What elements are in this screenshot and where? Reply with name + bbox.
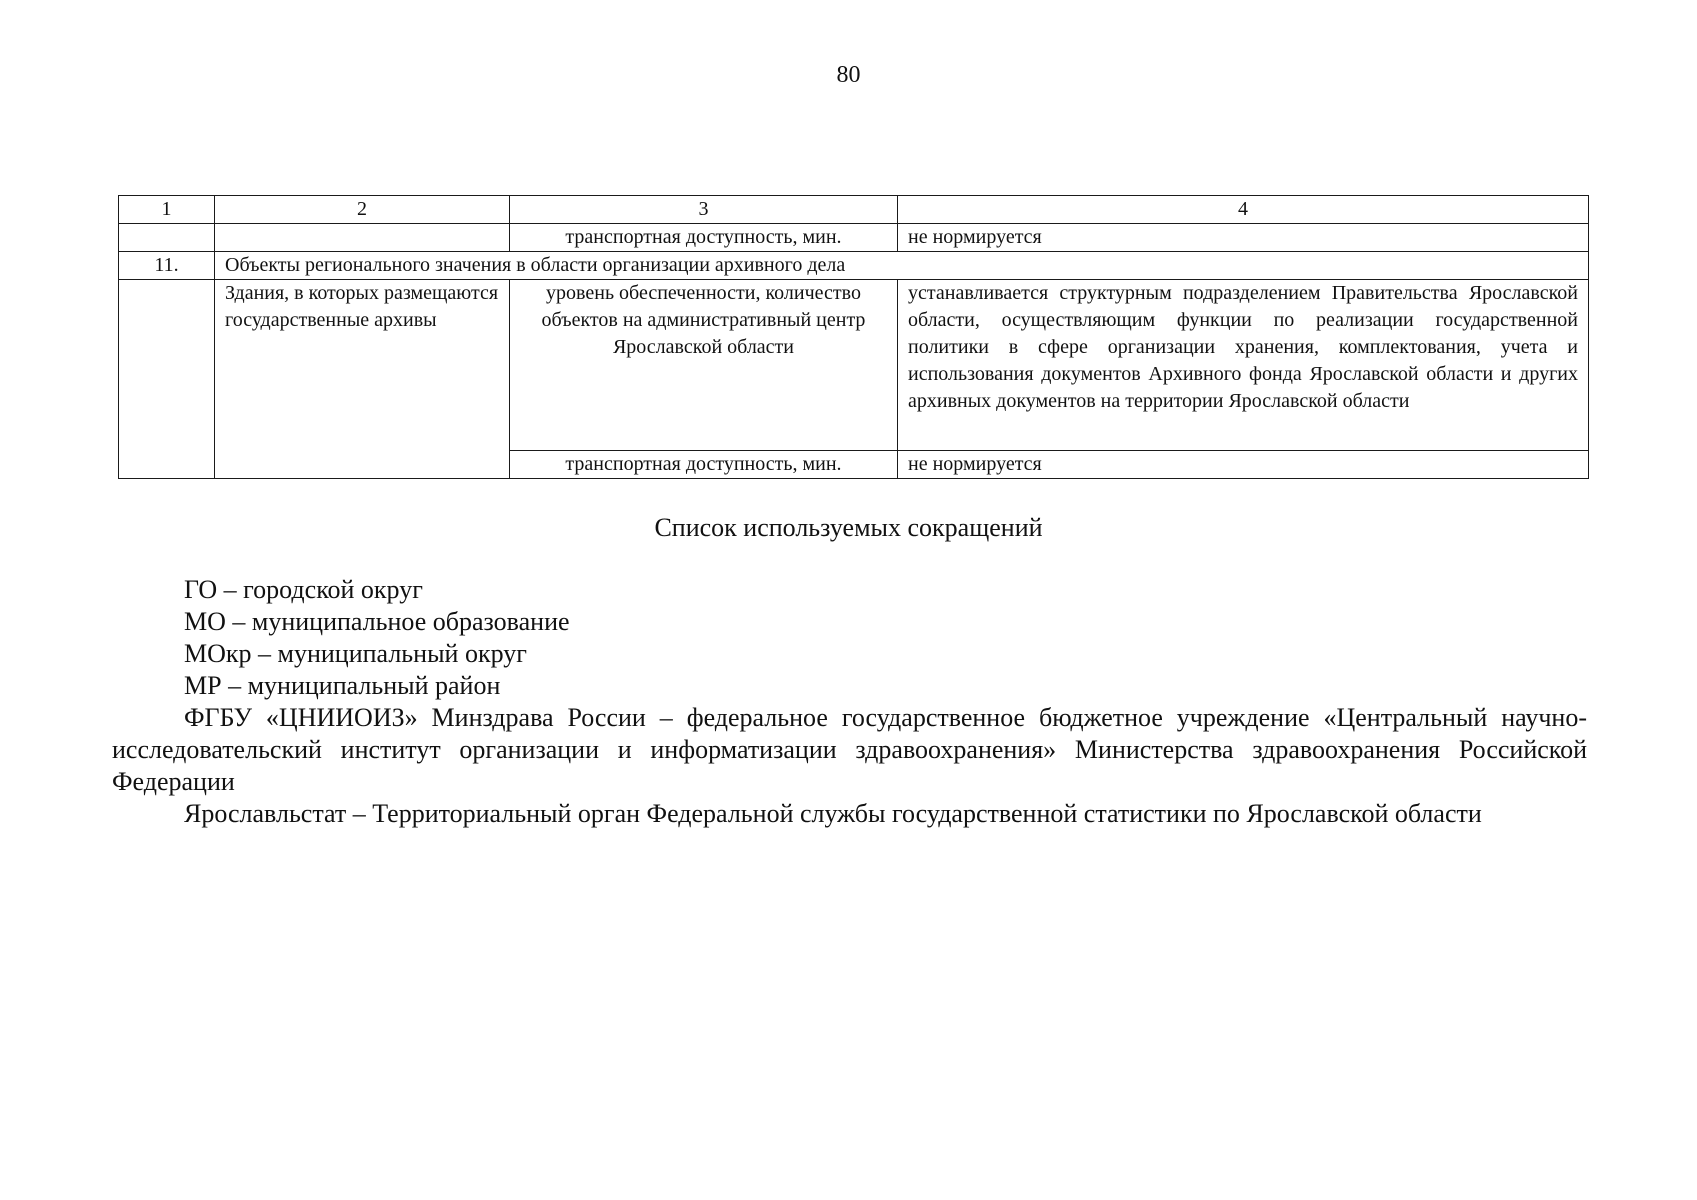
indicator-cell: уровень обеспеченности, количество объектов на административный центр Ярославской области bbox=[510, 280, 898, 451]
column-number-1: 1 bbox=[119, 196, 215, 224]
section-title: Объекты регионального значения в области организации архивного дела bbox=[215, 252, 1589, 280]
indicator-cell: транспортная доступность, мин. bbox=[510, 224, 898, 252]
indicator-cell: транспортная доступность, мин. bbox=[510, 451, 898, 479]
abbreviation-item: ГО – городской округ bbox=[184, 575, 423, 604]
value-cell: не нормируется bbox=[898, 224, 1589, 252]
value-cell: устанавливается структурным подразделением Правительства Ярославской области, осуществляющим функции по реализации государственной политики в сфере организации хранения, комплектования, учета и использования документов Архивного фонда Ярославской области и других архивных документов на территории Ярославской области bbox=[898, 280, 1589, 451]
abbreviation-item: Ярославльстат – Территориальный орган Федеральной службы государственной статистики по Ярославской области bbox=[184, 799, 1482, 828]
table-row bbox=[119, 280, 1589, 451]
value-cell: не нормируется bbox=[898, 451, 1589, 479]
column-number-4: 4 bbox=[898, 196, 1589, 224]
table-header-row bbox=[119, 196, 1589, 224]
row-number-cell bbox=[119, 224, 215, 252]
page-number: 80 bbox=[836, 62, 861, 88]
table-row bbox=[119, 224, 1589, 252]
abbreviation-item: МОкр – муниципальный округ bbox=[184, 639, 527, 668]
object-cell: Здания, в которых размещаются государственные архивы bbox=[215, 280, 510, 479]
abbreviations-heading: Список используемых сокращений bbox=[654, 513, 1043, 542]
abbreviation-item: ФГБУ «ЦНИИОИЗ» Минздрава России – федеральное государственное бюджетное учреждение «Центральный научно-исследовательский институт организации и информатизации здравоохранения» Министерства здравоохранения Российской Федерации bbox=[112, 703, 1587, 796]
object-cell bbox=[215, 224, 510, 252]
abbreviation-item: МР – муниципальный район bbox=[184, 671, 501, 700]
section-number: 11. bbox=[119, 252, 215, 280]
abbreviations-list bbox=[112, 574, 1587, 830]
row-number-cell bbox=[119, 280, 215, 479]
abbreviation-item: МО – муниципальное образование bbox=[184, 607, 570, 636]
column-number-3: 3 bbox=[510, 196, 898, 224]
section-row bbox=[119, 252, 1589, 280]
norms-table bbox=[118, 195, 1589, 479]
column-number-2: 2 bbox=[215, 196, 510, 224]
